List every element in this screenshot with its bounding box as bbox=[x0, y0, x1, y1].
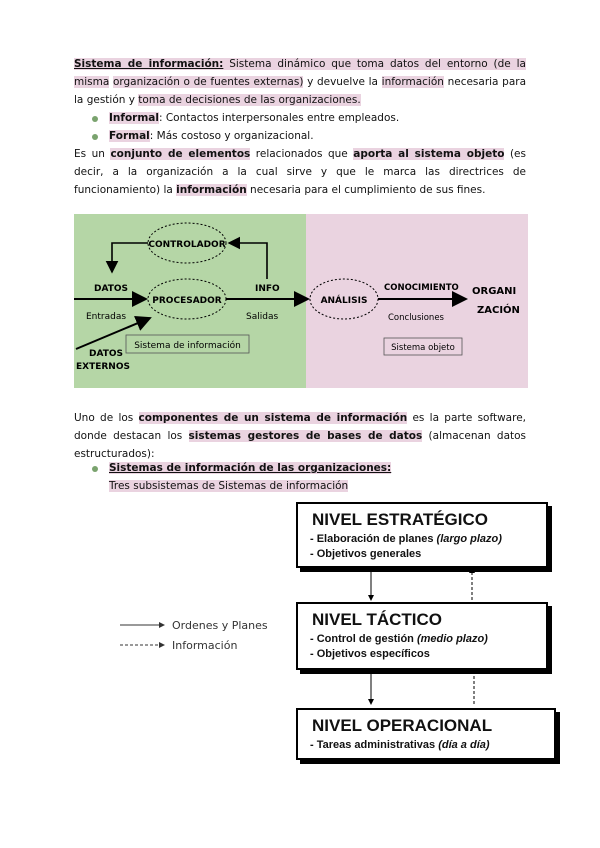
intro-line1: Sistema dinámico que toma datos del entorno (de la misma bbox=[74, 58, 526, 88]
intro-line2a: organización o de fuentes externas) bbox=[112, 76, 304, 88]
type-term: Informal bbox=[109, 112, 159, 124]
level-title: NIVEL TÁCTICO bbox=[312, 610, 443, 629]
def-b: conjunto de elementos bbox=[110, 148, 251, 160]
type-text: : Más costoso y organizacional. bbox=[149, 130, 314, 142]
bullet-dot bbox=[92, 116, 98, 122]
def-d: aporta al sistema objeto bbox=[353, 148, 505, 160]
level-line-text: - Tareas administrativas bbox=[310, 739, 439, 751]
def-a: Es un bbox=[74, 148, 111, 160]
intro-line2b: y devuelve la bbox=[303, 76, 382, 88]
level-line bbox=[310, 647, 546, 662]
info-label: INFO bbox=[255, 284, 280, 294]
conclusiones-label: Conclusiones bbox=[388, 313, 444, 323]
sw-c: es la parte software, donde destacan bbox=[74, 412, 526, 442]
legend-info: Información bbox=[172, 639, 238, 652]
level-line-text: - Elaboración de planes bbox=[310, 533, 437, 545]
level-operational bbox=[296, 708, 556, 760]
type-text: : Contactos interpersonales entre empleados. bbox=[158, 112, 400, 124]
org-systems bbox=[109, 459, 391, 495]
procesador-label: PROCESADOR bbox=[152, 296, 222, 306]
intro-line3: toma de decisiones de las organizaciones. bbox=[138, 94, 361, 106]
def-line2: organización a la cual sirve y que le marca las directrices de funcionamiento) la bbox=[74, 166, 526, 196]
salidas-label: Salidas bbox=[246, 312, 279, 322]
intro-line2c: información bbox=[381, 76, 444, 88]
def-f: información bbox=[176, 184, 247, 196]
level-title: NIVEL ESTRATÉGICO bbox=[312, 510, 489, 529]
intro-line2d: necesaria para la gestión y bbox=[74, 76, 526, 106]
sw-a: Uno de los bbox=[74, 412, 139, 424]
sw-e: sistemas gestores de bases de datos bbox=[188, 430, 423, 442]
system-diagram bbox=[74, 214, 528, 388]
level-title: NIVEL OPERACIONAL bbox=[312, 716, 493, 735]
controlador-label: CONTROLADOR bbox=[148, 240, 226, 250]
def-c: relacionados que bbox=[250, 148, 354, 160]
bullet-dot bbox=[92, 134, 98, 140]
intro-paragraph bbox=[74, 55, 526, 109]
type-term: Formal bbox=[109, 130, 150, 142]
datos-externos-1: DATOS bbox=[89, 349, 124, 359]
level-tactical bbox=[296, 602, 548, 670]
level-line bbox=[310, 532, 546, 547]
sistema-objeto-label: Sistema objeto bbox=[391, 343, 455, 353]
type-formal bbox=[109, 127, 314, 145]
analisis-label: ANÁLISIS bbox=[320, 296, 368, 306]
org-systems-title: Sistemas de información de las organizaciones: bbox=[109, 462, 392, 474]
type-informal bbox=[109, 109, 399, 127]
sistema-info-label: Sistema de información bbox=[134, 341, 241, 351]
level-line bbox=[310, 738, 554, 753]
level-line-em: (día a día) bbox=[438, 739, 490, 751]
intro-term: Sistema de información: bbox=[74, 58, 224, 70]
legend bbox=[118, 614, 288, 654]
sw-b: componentes de un sistema de información bbox=[138, 412, 408, 424]
datos-label: DATOS bbox=[94, 284, 129, 294]
sw-d: los bbox=[167, 430, 189, 442]
def-g: necesaria para el cumplimiento de sus fines. bbox=[246, 184, 486, 196]
level-line-em: (medio plazo) bbox=[416, 633, 488, 645]
sw-f: (almacenan datos estructurados): bbox=[74, 430, 527, 460]
level-strategic bbox=[296, 502, 548, 568]
def-e: (es decir, a la bbox=[74, 148, 526, 178]
organizacion-label-2: ZACIÓN bbox=[477, 305, 520, 316]
conocimiento-label: CONOCIMIENTO bbox=[384, 283, 459, 293]
bullet-dot bbox=[92, 466, 98, 472]
level-line-text: - Objetivos generales bbox=[310, 548, 422, 560]
datos-externos-2: EXTERNOS bbox=[76, 362, 130, 372]
entradas-label: Entradas bbox=[86, 312, 127, 322]
level-line-text: - Control de gestión bbox=[310, 633, 417, 645]
level-line bbox=[310, 632, 546, 647]
software-paragraph bbox=[74, 409, 526, 463]
level-line-em: (largo plazo) bbox=[436, 533, 502, 545]
org-systems-subtitle: Tres subsistemas de Sistemas de información bbox=[109, 480, 349, 492]
definition-paragraph bbox=[74, 145, 526, 199]
level-line-text: - Objetivos específicos bbox=[310, 648, 430, 660]
level-line bbox=[310, 547, 546, 562]
organizacion-label-1: ORGANI bbox=[472, 286, 517, 297]
legend-orders: Ordenes y Planes bbox=[172, 619, 268, 632]
